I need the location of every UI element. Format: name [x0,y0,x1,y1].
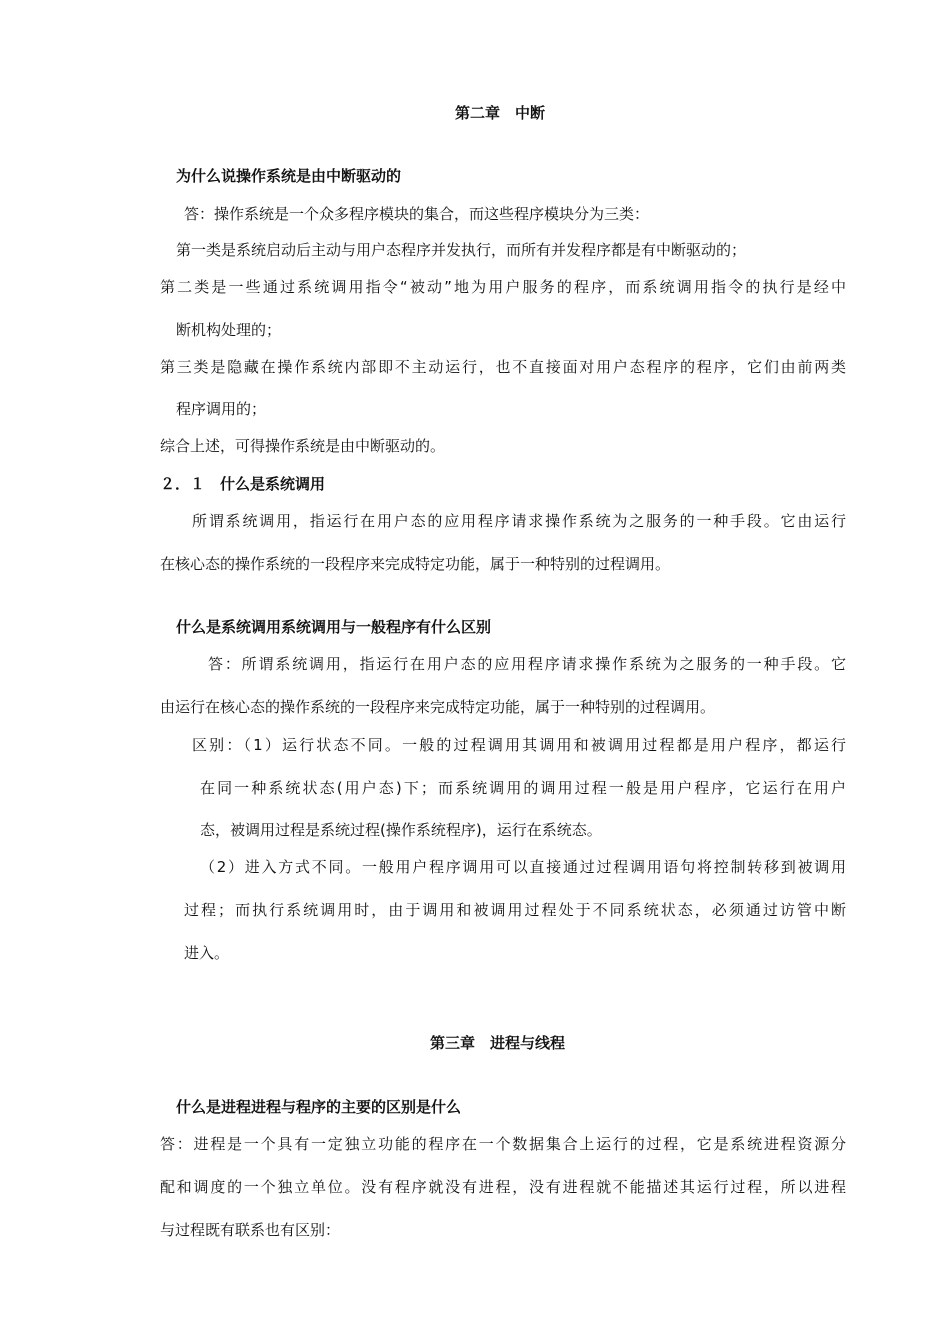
difference-2-line-1: （2）进入方式不同。一般用户程序调用可以直接通过过程调用语句将控制转移到被调用 [200,858,846,876]
answer-type-1: 第一类是系统启动后主动与用户态程序并发执行，而所有并发程序都是有中断驱动的； [176,241,747,259]
answer-system-call-line-1: 答：所谓系统调用，指运行在用户态的应用程序请求操作系统为之服务的一种手段。它 [208,655,846,673]
answer-process-line-3: 与过程既有联系也有区别： [160,1221,341,1239]
section-2-1-para-line-1: 所谓系统调用，指运行在用户态的应用程序请求操作系统为之服务的一种手段。它由运行 [192,512,846,530]
difference-2-line-2: 过程；而执行系统调用时，由于调用和被调用过程处于不同系统状态，必须通过访管中断 [184,901,846,919]
answer-conclusion: 综合上述，可得操作系统是由中断驱动的。 [160,437,446,455]
answer-type-3-line-2: 程序调用的； [176,400,267,418]
question-process-vs-program: 什么是进程进程与程序的主要的区别是什么 [176,1098,462,1116]
question-system-call-difference: 什么是系统调用系统调用与一般程序有什么区别 [176,618,492,636]
section-2-1-heading: ２．１ 什么是系统调用 [160,475,326,493]
answer-type-3-line-1: 第三类是隐藏在操作系统内部即不主动运行，也不直接面对用户态程序的程序，它们由前两类 [160,358,846,376]
difference-2-line-3: 进入。 [184,944,230,962]
difference-1-line-3: 态，被调用过程是系统过程(操作系统程序)，运行在系统态。 [200,821,602,839]
difference-1-line-2: 在同一种系统状态(用户态)下；而系统调用的调用过程一般是用户程序，它运行在用户 [200,779,846,797]
chapter-2-title: 第二章 中断 [455,104,546,122]
difference-1-line-1: 区别：（1）运行状态不同。一般的过程调用其调用和被调用过程都是用户程序，都运行 [192,736,846,754]
answer-process-line-2: 配和调度的一个独立单位。没有程序就没有进程，没有进程就不能描述其运行过程，所以进程 [160,1178,846,1196]
chapter-3-title: 第三章 进程与线程 [430,1034,566,1052]
answer-system-call-line-2: 由运行在核心态的操作系统的一段程序来完成特定功能，属于一种特别的过程调用。 [160,698,716,716]
section-2-1-para-line-2: 在核心态的操作系统的一段程序来完成特定功能，属于一种特别的过程调用。 [160,555,671,573]
question-interrupt-driven: 为什么说操作系统是由中断驱动的 [176,167,402,185]
answer-intro: 答：操作系统是一个众多程序模块的集合，而这些程序模块分为三类： [184,205,650,223]
answer-process-line-1: 答：进程是一个具有一定独立功能的程序在一个数据集合上运行的过程，它是系统进程资源分 [160,1135,846,1153]
answer-type-2-line-2: 断机构处理的； [176,321,282,339]
answer-type-2-line-1: 第二类是一些通过系统调用指令“被动”地为用户服务的程序，而系统调用指令的执行是经中 [160,278,846,296]
